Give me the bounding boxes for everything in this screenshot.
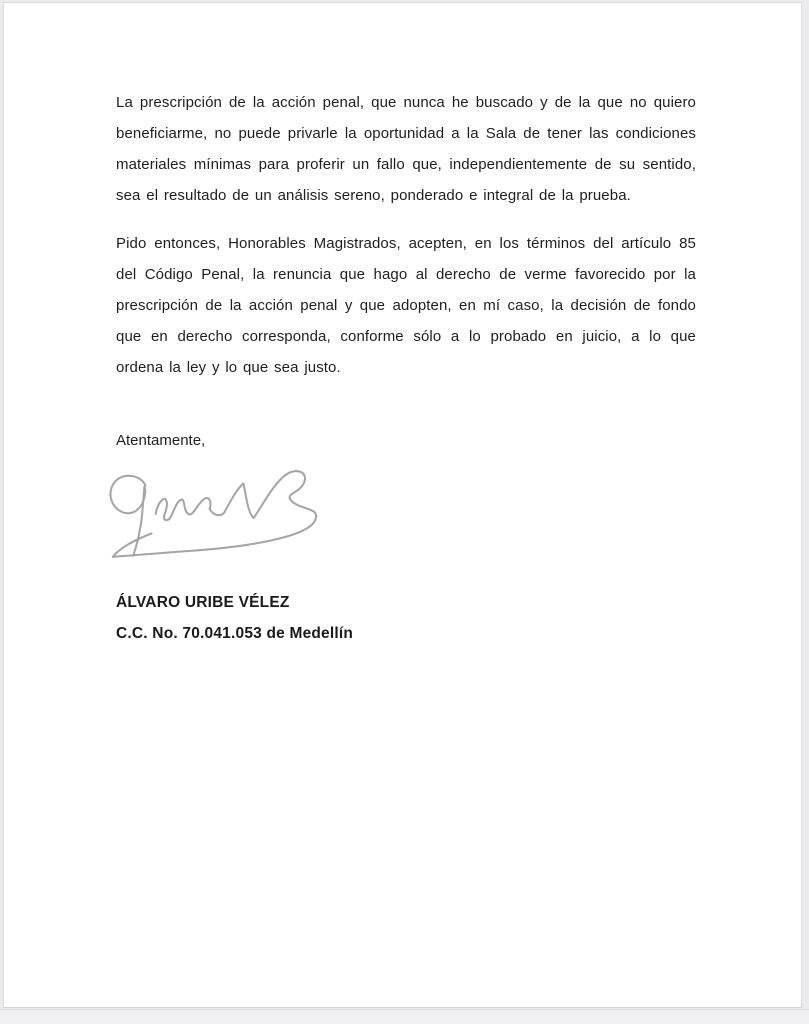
signatory-block bbox=[116, 587, 696, 649]
signatory-id-number: C.C. No. 70.041.053 de Medellín bbox=[116, 625, 354, 642]
scan-edge-gutter bbox=[0, 1009, 809, 1024]
paragraph-prescripcion: La prescripción de la acción penal, que nunca he buscado y de la que no quiero beneficiarme, no puede privarle la oportunidad a la Sala de tener las condiciones materiales mínimas para proferir un fallo que, independientemente de su sentido, sea el resultado de un análisis sereno, ponderado e integral de la prueba. bbox=[116, 94, 696, 204]
document-page bbox=[3, 2, 802, 1008]
paragraph-peticion: Pido entonces, Honorables Magistrados, acepten, en los términos del artículo 85 del Código Penal, la renuncia que hago al derecho de verme favorecido por la prescripción de la acción penal y que adopten, en mí caso, la decisión de fondo que en derecho corresponda, conforme sólo a lo probado en juicio, a lo que ordena la ley y lo que sea justo. bbox=[116, 235, 696, 376]
closing-salutation: Atentamente, bbox=[116, 432, 206, 449]
handwritten-signature-icon bbox=[98, 462, 354, 566]
letter-body bbox=[116, 3, 696, 649]
signatory-name: ÁLVARO URIBE VÉLEZ bbox=[116, 594, 290, 611]
